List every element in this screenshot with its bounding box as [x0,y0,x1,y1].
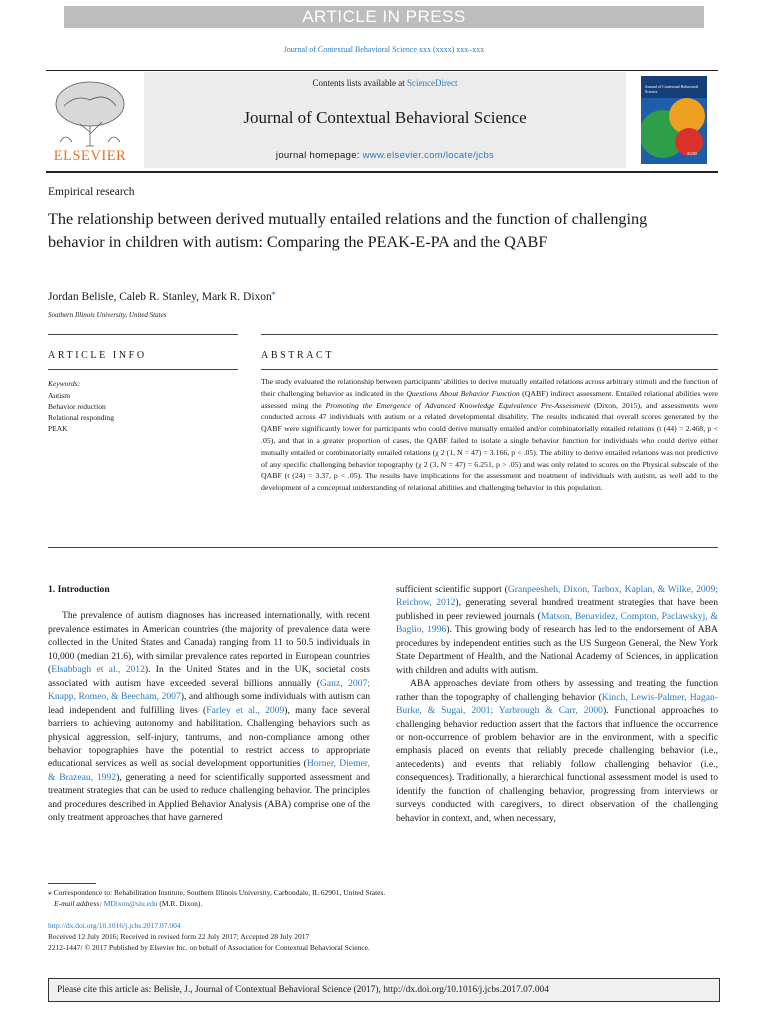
article-title: The relationship between derived mutually entailed relations and the function of challenging behavior in children with autism: Comparing the PEAK-E-PA and the QABF [48,210,648,251]
copyright: 2212-1447/ © 2017 Published by Elsevier Inc. on behalf of Association for Contextual Behavioral Science. [48,943,370,952]
header-top-rule [46,70,718,71]
keyword: Relational responding [48,413,115,422]
doi-link[interactable]: http://dx.doi.org/10.1016/j.jcbs.2017.07.004 [48,921,181,930]
article-info-rule-bottom [48,369,238,370]
elsevier-wordmark: ELSEVIER [53,148,127,164]
body-column-right [396,583,718,825]
citation-link[interactable]: Matson, Benavidez, Compton, Paclawskyj, & Baglio, 1996 [396,610,718,636]
contents-line: Contents lists available at ScienceDirect [312,78,458,88]
homepage-link[interactable]: www.elsevier.com/locate/jcbs [362,150,495,161]
footnote: ⁎ Correspondence to: Rehabilitation Institute, Southern Illinois University, Carbondale, IL 62901, United States. E-mail address: MDixon@siu.edu (M.R. Dixon). [48,888,386,908]
citation-link[interactable]: Ganz, 2007; Knapp, Romeo, & Beecham, 2007 [48,677,370,703]
keywords-list [48,390,114,434]
abstract-text: The study evaluated the relationship between participants' abilities to derive mutually entailed relations across arbitrary stimuli and the function of their challenging behavior as indicated in the Questions About Behavior Function (QABF) indirect assessment. Entailed relational abilities were assessed using the Promoting the Emergence of Advanced Knowledge Equivalence Pre-Assessment (Dixon, 2015), and assessments were conducted across 47 individuals with autism or a related developmental disability. The results indicated that overall scores generated by the QABF were significantly lower for participants who could derive mutually entailed and/or combinatorially entailed relations (t (44) = 2.468, p < .05), and that in a greater proportion of cases, the QABF failed to isolate a single behavior function for individuals who could derive either mutually entailed or combinatorially entailed relations (χ 2 (1, N = 47) = 3.166, p < .05). The ability to derive entailed relations was not predictive of any specific challenging behavior topography (χ 2 (3, N = 47) = 6.251, p > .05) and was only related to scores on the Physical subscale of the QABF (t (24) = 3.37, p < .05). The results have implications for the assessment and treatment of individuals with autism, as well add to the development of a conceptual understanding of relational abilities and challenging behavior in this population. [261,377,719,493]
citation-link[interactable]: Farley et al., 2009 [206,704,285,716]
keywords-label: Keywords: [48,379,81,388]
paragraph: The prevalence of autism diagnoses has increased internationally, with recent prevalence estimates in American countries (the majority of prevalence data were collected in the United States and Canada) ranging from 11 to 50.5 individuals in 10,000 (median 21.6), with similar prevalence rates reported in European countries (Elsabbagh et al., 2012). In the United States and in the UK, societal costs associated with autism have exceeded several billions annually (Ganz, 2007; Knapp, Romeo, & Beecham, 2007), and although some individuals with autism can lead independent and fulfilling lives (Farley et al., 2009), many face several barriers to achieving autonomy and habilitation. Challenging behaviors such as physical aggression, self-injury, tantrums, and non-compliance among other behavior topographies have the potential to restrict access to appropriate educational services as well as social development opportunities (Horner, Diemer, & Brazeau, 1992), generating a need for scientifically supported assessment and treatment strategies that can be used to reduce challenging behavior. The principles and procedures described in Applied Behavior Analysis (ABA) comprise one of the only treatment approaches that have garnered [48,610,370,824]
body-column-left [48,583,370,825]
section-type: Empirical research [48,186,135,198]
footnote-rule [48,883,96,884]
citation-link[interactable]: Granpeesheh, Dixon, Tarbox, Kaplan, & Wilke, 2009; Reichow, 2012 [396,584,718,609]
citation-link[interactable]: Elsabbagh et al., 2012 [51,664,145,676]
article-metadata [48,920,370,953]
section-heading: 1. Introduction [48,584,110,595]
affiliation: Southern Illinois University, United States [48,311,167,319]
citation-link[interactable]: Kinch, Lewis-Palmer, Hagan-Burke, & Sugai, 2001; Yarbrough & Carr, 2000 [396,691,718,717]
cover-title: Journal of Contextual Behavioral Science [645,84,699,94]
keyword: Behavior reduction [48,402,106,411]
abstract-rule-top [261,334,718,335]
received-dates: Received 12 July 2016; Received in revised form 22 July 2017; Accepted 28 July 2017 [48,932,310,941]
journal-homepage: journal homepage: www.elsevier.com/locate/jcbs [275,150,495,161]
abstract-rule-bottom [261,369,718,370]
keyword: PEAK [48,424,68,433]
author-list: Jordan Belisle, Caleb R. Stanley, Mark R. Dixon⁎ [48,288,276,303]
citation-link[interactable]: Horner, Diemer, & Brazeau, 1992 [48,758,370,783]
email-link[interactable]: MDixon@siu.edu [103,899,158,908]
paragraph: sufficient scientific support (Granpeesheh, Dixon, Tarbox, Kaplan, & Wilke, 2009; Reichow, 2012), generating several hundred treatment strategies that have been published in peer reviewed journals (Matson, Benavidez, Compton, Paclawskyj, & Baglio, 1996). This growing body of research has led to the endorsement of ABA procedures by independent entities such as the US Surgeon General, the New York State Department of Health, and the National Academy of Sciences, in application with children and adults with autism. [396,584,718,676]
journal-title: Journal of Contextual Behavioral Science [243,108,527,127]
acbs-badge: ACBS [686,151,698,156]
article-in-press-banner: ARTICLE IN PRESS [64,6,704,28]
correspondence-mark[interactable]: ⁎ [271,288,276,297]
paragraph: ABA approaches deviate from others by assessing and treating the function rather than the topography of challenging behavior (Kinch, Lewis-Palmer, Hagan-Burke, & Sugai, 2001; Yarbrough & Carr, 2000). Functional approaches to challenging behavior reduction assert that the factors that influence the occurrence or non-occurrence of problem behavior are in the environment, with a specific emphasis placed on events that reliably precede challenging behavior (i.e., antecedents) and events that reliably follow challenging behavior (i.e., consequences). Traditionally, a hierarchical functional assessment model is used to identify the function of challenging behavior, progressing from interviews or surveys conducted with caregivers, to direct observation of the challenging behavior in context, and, when necessary, [396,678,719,824]
journal-reference[interactable]: Journal of Contextual Behavioral Science xxx (xxxx) xxx–xxx [283,45,485,54]
article-info-heading: ARTICLE INFO [48,350,147,361]
header-bottom-rule [46,171,718,173]
article-info-rule-top [48,334,238,335]
abstract-rule-end [48,547,718,548]
abstract-heading: ABSTRACT [261,350,335,361]
citation-box: Please cite this article as: Belisle, J., Journal of Contextual Behavioral Science (2017), http://dx.doi.org/10.1016/j.jcbs.2017.07.004 [48,978,720,1002]
keyword: Autism [48,391,71,400]
sciencedirect-link[interactable]: ScienceDirect [407,78,458,88]
